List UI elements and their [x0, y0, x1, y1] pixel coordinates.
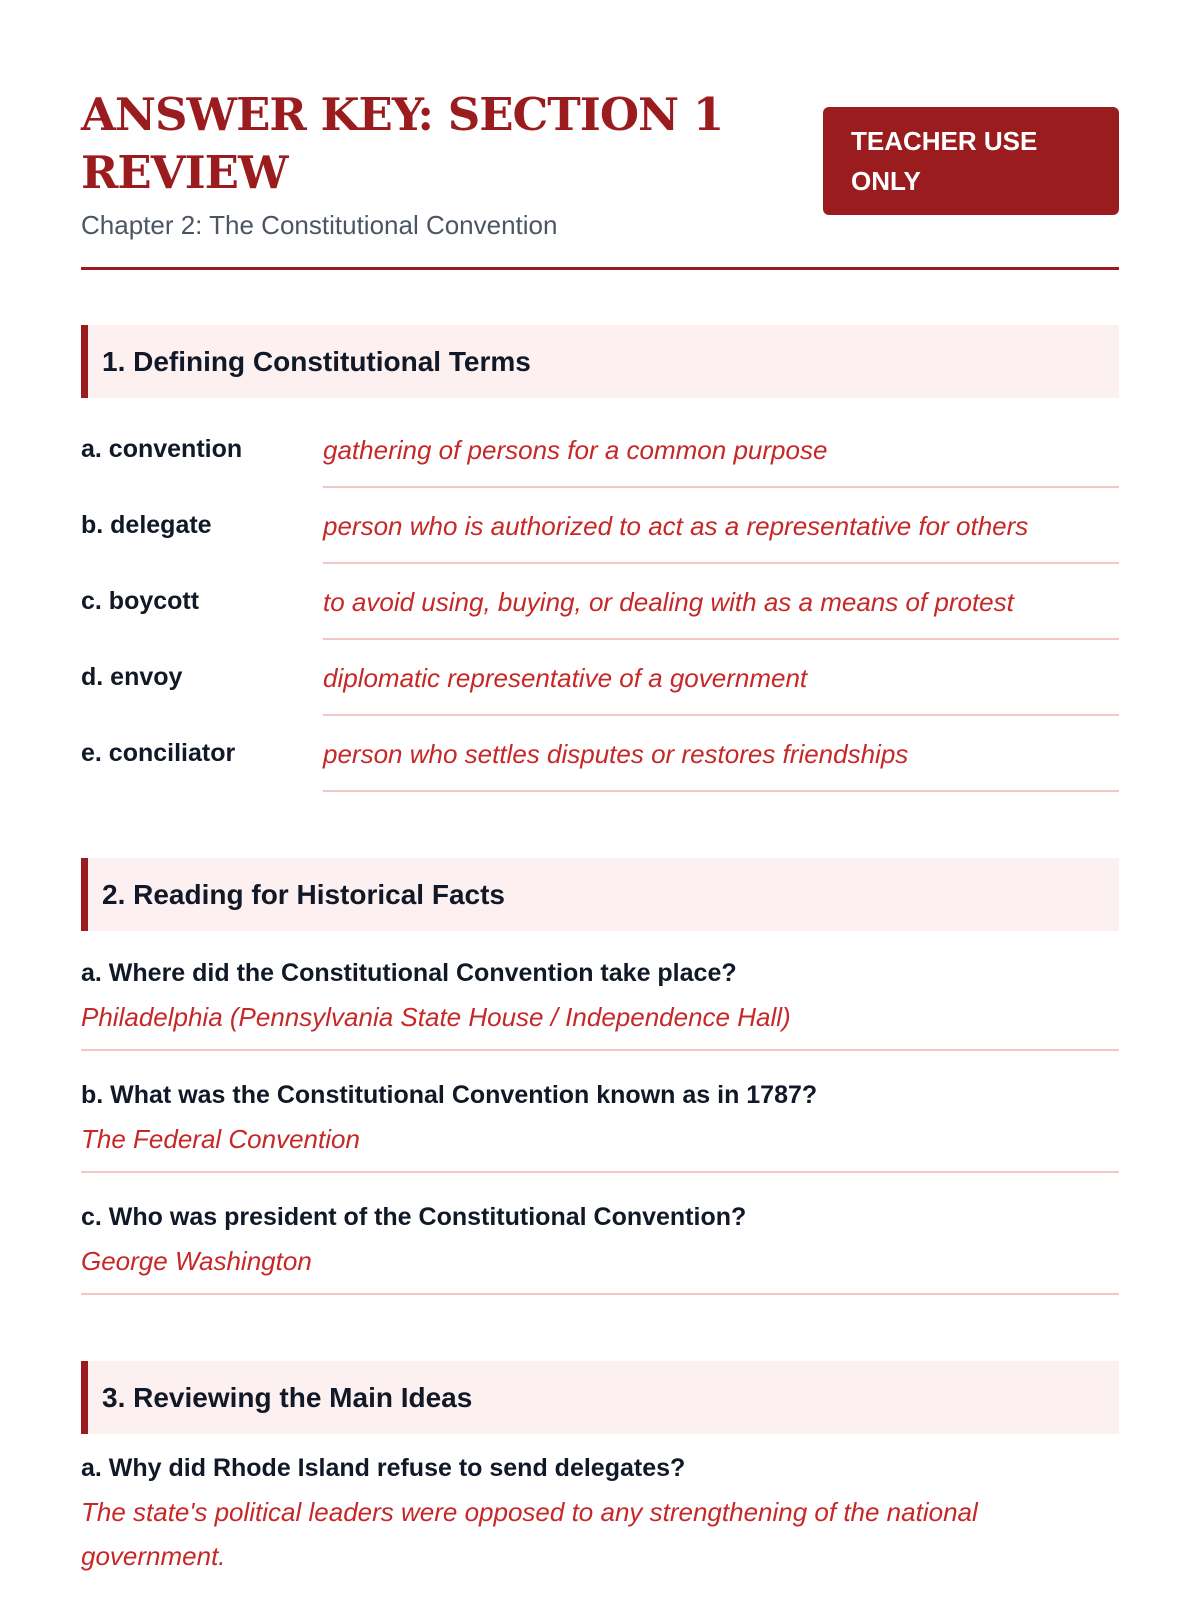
- answer-text: The Federal Convention: [81, 1124, 360, 1154]
- answer-text: The state's political leaders were opposed to any strengthening of the national government.: [81, 1497, 978, 1571]
- question-item: [81, 1073, 1119, 1173]
- section-main-ideas: [81, 1361, 1119, 1588]
- question-item: [81, 1195, 1119, 1295]
- page-title: ANSWER KEY: SECTION 1 REVIEW: [81, 88, 724, 199]
- term-row: [81, 564, 1119, 640]
- question-text: a. Where did the Constitutional Convention take place?: [81, 959, 737, 987]
- terms-list: [81, 412, 1119, 792]
- term-label: e. conciliator: [81, 739, 236, 767]
- term-row: [81, 488, 1119, 564]
- questions-list: [81, 1446, 1119, 1588]
- page-header: [81, 86, 1119, 270]
- page-subtitle: Chapter 2: The Constitutional Convention: [81, 210, 558, 240]
- term-row: [81, 716, 1119, 792]
- answer-text: George Washington: [81, 1246, 312, 1276]
- term-row: [81, 412, 1119, 488]
- term-answer: person who is authorized to act as a representative for others: [323, 511, 1119, 564]
- question-item: [81, 1446, 1119, 1588]
- term-answer: to avoid using, buying, or dealing with as a means of protest: [323, 587, 1119, 640]
- term-label: d. envoy: [81, 663, 183, 691]
- answer-text: Philadelphia (Pennsylvania State House / Independence Hall): [81, 1002, 791, 1032]
- question-text: b. What was the Constitutional Convention known as in 1787?: [81, 1081, 818, 1109]
- term-row: [81, 640, 1119, 716]
- section-historical-facts: [81, 858, 1119, 1295]
- section-heading: 1. Defining Constitutional Terms: [81, 325, 1119, 398]
- term-label: b. delegate: [81, 511, 212, 539]
- question-text: a. Why did Rhode Island refuse to send delegates?: [81, 1454, 686, 1482]
- question-text: c. Who was president of the Constitutional Convention?: [81, 1203, 747, 1231]
- term-label: c. boycott: [81, 587, 200, 615]
- section-heading: 3. Reviewing the Main Ideas: [81, 1361, 1119, 1434]
- question-item: [81, 951, 1119, 1051]
- term-answer: diplomatic representative of a government: [323, 663, 1119, 716]
- term-answer: gathering of persons for a common purpose: [323, 435, 1119, 488]
- section-heading: 2. Reading for Historical Facts: [81, 858, 1119, 931]
- teacher-use-badge: TEACHER USE ONLY: [823, 107, 1119, 215]
- term-answer: person who settles disputes or restores friendships: [323, 739, 1119, 792]
- questions-list: [81, 951, 1119, 1295]
- section-defining-terms: [81, 325, 1119, 792]
- term-label: a. convention: [81, 435, 243, 463]
